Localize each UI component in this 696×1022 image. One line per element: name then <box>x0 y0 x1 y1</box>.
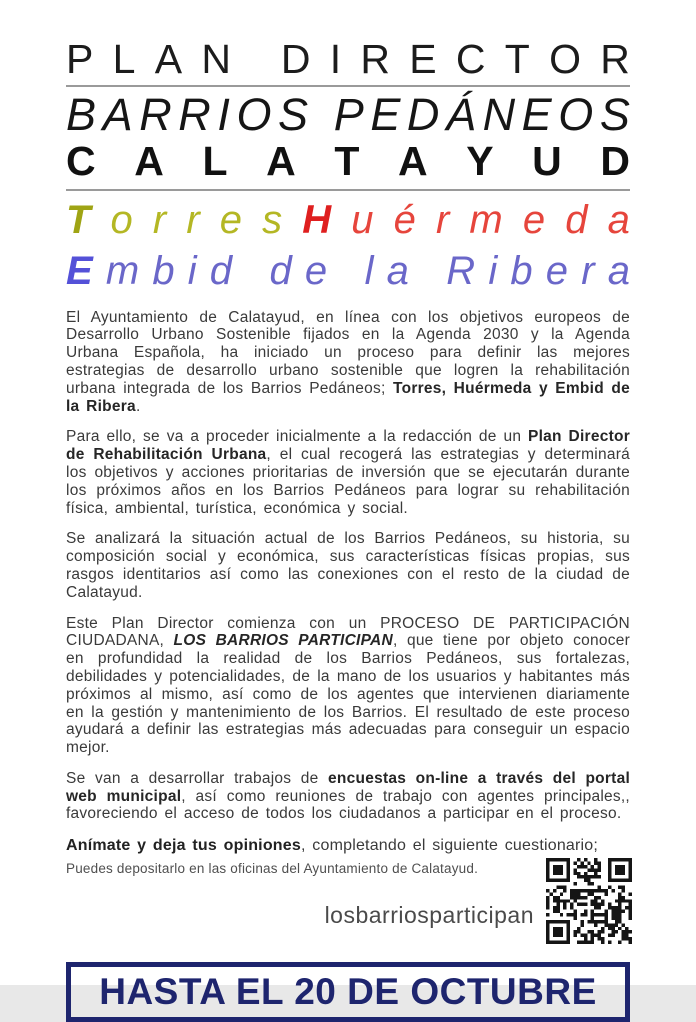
title-letter: d <box>269 248 292 293</box>
body-text <box>66 309 630 824</box>
title-letter: i <box>187 248 197 293</box>
paragraph-participacion <box>66 615 630 757</box>
title-letter: A <box>102 89 133 141</box>
text-run: Plan Director de Rehabilitación Urbana <box>66 428 630 464</box>
title-letter: b <box>152 248 175 293</box>
title-letter: e <box>522 197 546 242</box>
title-letter: C <box>455 36 486 82</box>
title-letter <box>422 249 433 293</box>
title-letter: m <box>469 197 503 242</box>
title-letter: R <box>600 36 630 82</box>
title-letter: l <box>364 248 374 293</box>
title-letter: Y <box>466 138 494 185</box>
title-letter: a <box>386 248 409 293</box>
divider-line <box>66 85 630 87</box>
qr-code <box>546 858 632 944</box>
title-letter: R <box>139 89 172 141</box>
text-run: , que tiene por objeto conocer en profundidad la realidad de los Barrios Pedáneos, sus fortalezas, debilidades y potencialidades, de la mano de los usuarios y habitantes más próximos al mismo, así como de los agentes que intervienen diariamente en la gestión y mantenimiento de los Barrios. El resultado de este proceso ayudará a definir las estrategias más adecuadas para conseguir un espacio mejor. <box>66 632 630 757</box>
title-letter: A <box>134 138 164 185</box>
text-run: Se van a desarrollar trabajos de <box>66 769 329 787</box>
title-letter: d <box>209 248 233 293</box>
text-run: , así como reuniones de trabajo con agentes principales,, favoreciendo el acceso de todos los ciudadanos a participar en el proceso. <box>66 787 630 823</box>
text-run: Para ello, se va a proceder inicialmente a la redacción de un <box>66 428 529 446</box>
title-letter: D <box>406 89 440 141</box>
title-letter: I <box>217 89 230 141</box>
title-letter: B <box>66 89 97 141</box>
title-letter: m <box>105 248 140 293</box>
text-run: encuestas on-line a través del portal web municipal <box>66 769 631 805</box>
title-letter: O <box>549 36 582 82</box>
title-letter: H <box>302 197 332 242</box>
title-letter <box>315 91 328 138</box>
text-run: , completando el siguiente cuestionario; <box>300 837 599 855</box>
title-letter: S <box>278 89 309 141</box>
title-letter: a <box>607 197 630 242</box>
title-letter: E <box>521 89 552 141</box>
divider-line <box>66 189 630 191</box>
title-letter: e <box>545 248 569 293</box>
title-letter: r <box>152 197 167 242</box>
paragraph-analisis <box>66 530 630 601</box>
text-run: , el cual recogerá las estrategias y determinará los objetivos y acciones prioritarias de inversión que se ejecutarán durante los próximos años en los Barrios Pedáneos para lograr su rehabilitación física, ambiental, turística, económica y social. <box>66 446 630 517</box>
title-letter: T <box>66 197 91 242</box>
title-letter: T <box>504 36 530 82</box>
text-run: Anímate y deja tus opiniones <box>66 837 301 855</box>
title-letter: S <box>599 89 630 141</box>
title-plan-director <box>66 38 630 81</box>
title-letter: I <box>329 36 342 82</box>
text-run: Se analizará la situación actual de los Barrios Pedáneos, su historia, su composición social y económica, sus características físicas propias, sus rasgos identitarios así como las conexiones con el resto de la ciudad de Calatayud. <box>66 530 630 601</box>
title-letter: T <box>334 138 360 185</box>
title-barrios-pedaneos <box>66 89 630 141</box>
paragraph-encuestas <box>66 770 630 823</box>
qr-label: losbarriosparticipan <box>324 902 534 929</box>
cta-note: Puedes depositarlo en las oficinas del Ayuntamiento de Calatayud. <box>66 861 479 877</box>
header <box>66 38 630 293</box>
title-letter: é <box>393 197 416 242</box>
title-letter: O <box>236 89 272 141</box>
text-run: Este Plan Director comienza con un PROCESO DE PARTICIPACIÓN CIUDADANA, <box>66 614 630 650</box>
title-letter: d <box>565 197 588 242</box>
deadline-text: HASTA EL 20 DE OCTUBRE <box>99 971 597 1013</box>
text-run: . <box>135 397 141 415</box>
title-letter: r <box>581 248 595 293</box>
title-letter: o <box>110 197 133 242</box>
title-letter: r <box>435 197 450 242</box>
title-letter: R <box>178 89 211 141</box>
title-letter: P <box>333 89 364 141</box>
title-letter: N <box>201 36 231 82</box>
title-letter: L <box>202 138 228 185</box>
title-letter: A <box>266 138 296 185</box>
title-letter: R <box>446 248 476 293</box>
title-letter: O <box>558 89 594 141</box>
subtitle-embid-ribera <box>66 249 630 293</box>
paragraph-intro <box>66 309 630 416</box>
title-letter: L <box>112 36 136 82</box>
title-letter: s <box>262 197 283 242</box>
title-letter: N <box>482 89 516 141</box>
title-letter <box>340 249 351 293</box>
text-run: El Ayuntamiento de Calatayud, en línea con los objetivos europeos de Desarrollo Urbano Sostenible fijados en la Agenda 2030 y la Agenda Urbana Española, ha iniciado un proceso para definir las mejores estrategias de desarrollo urbano sostenible que logren la rehabilitación urbana integrada de los Barrios Pedáneos; <box>66 308 630 397</box>
title-letter: e <box>219 197 243 242</box>
title-letter: b <box>510 248 533 293</box>
title-letter: Á <box>445 89 476 141</box>
title-letter: a <box>607 248 630 293</box>
title-letter: A <box>154 36 183 82</box>
title-calatayud <box>66 139 630 183</box>
title-letter: e <box>304 248 328 293</box>
text-run: Torres, Huérmeda y Embid de la Ribera <box>66 379 630 415</box>
paragraph-plan-director <box>66 428 630 517</box>
cta-section <box>66 836 630 952</box>
deadline-banner <box>66 962 630 1022</box>
title-letter: P <box>66 36 94 82</box>
title-letter <box>250 38 261 81</box>
title-letter: A <box>397 138 428 185</box>
title-letter: r <box>186 197 200 242</box>
title-letter: D <box>600 138 630 185</box>
title-letter <box>245 249 256 293</box>
title-letter: R <box>360 36 391 82</box>
text-run: LOS BARRIOS PARTICIPAN <box>173 632 393 650</box>
title-letter: U <box>532 138 562 185</box>
title-letter: E <box>370 89 401 141</box>
title-letter: u <box>351 197 374 242</box>
title-letter: D <box>280 36 311 82</box>
cta-line <box>66 836 630 856</box>
subtitle-torres-huermeda <box>66 198 630 242</box>
title-letter: i <box>488 248 498 293</box>
title-letter: C <box>66 138 96 185</box>
title-letter: E <box>409 36 437 82</box>
title-letter: E <box>66 248 93 293</box>
